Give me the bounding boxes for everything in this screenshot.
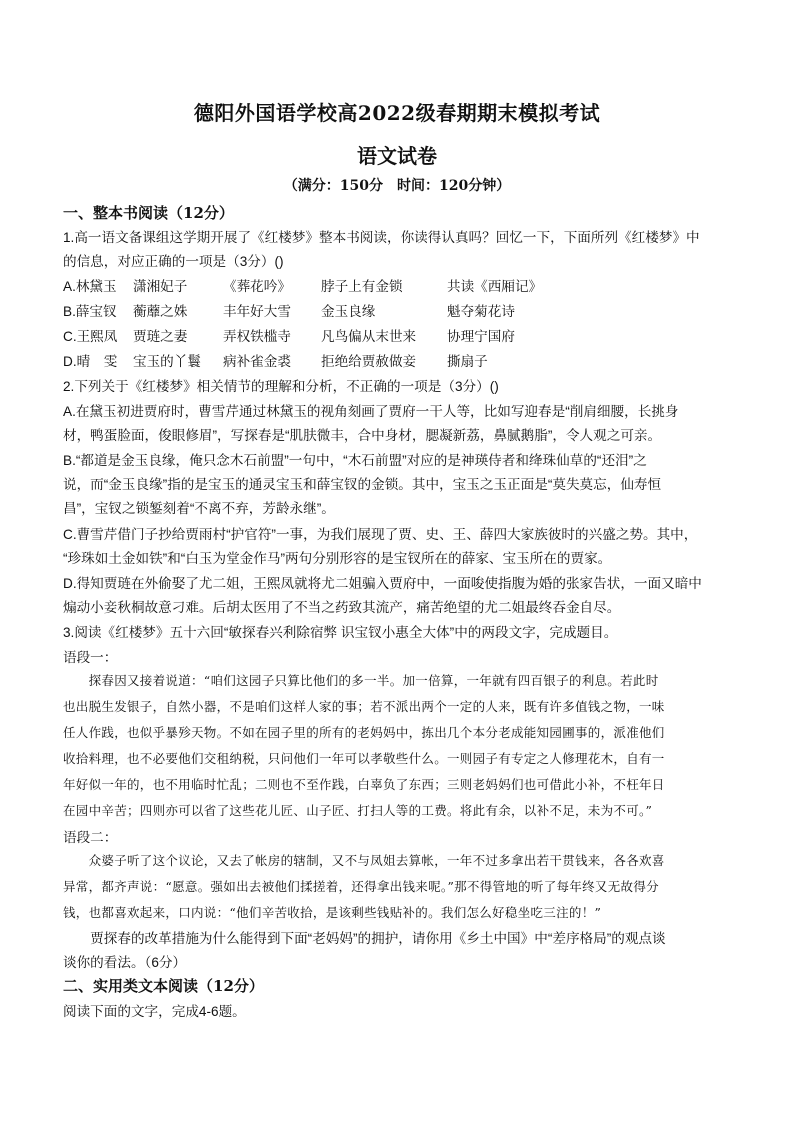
- q1-option-a: [63, 275, 577, 295]
- q1-option-d: [63, 350, 577, 370]
- exam-title: 德阳外国语学校高2022级春期期末模拟考试: [193, 101, 601, 125]
- option-cell: 共读《西厢记》: [447, 279, 543, 294]
- passage1-line: 年好似一年的，也不用临时忙乱；二则也不至作践，白辜负了东西；三则老妈妈们也可借此小补，不枉年日: [63, 777, 665, 792]
- option-cell: 病补雀金裘: [223, 354, 291, 369]
- option-cell: 贾琏之妻: [133, 329, 188, 344]
- q3-question-line1: 贾探春的改革措施为什么能得到下面“老妈妈”的拥护，请你用《乡土中国》中“差序格局”的观点谈: [63, 931, 666, 946]
- q2-option-d-line1: D.得知贾琏在外偷娶了尤二姐，王熙凤就将尤二姐骗入贾府中，一面唆使指腹为婚的张家告状，一面又暗中: [63, 576, 702, 591]
- option-cell: 脖子上有金锁: [321, 279, 403, 294]
- passage2-line: 众婆子听了这个议论，又去了帐房的辖制，又不与凤姐去算帐，一年不过多拿出若干贯钱来，各各欢喜: [63, 853, 665, 868]
- option-cell: 宝玉的丫鬟: [133, 354, 201, 369]
- option-cell: 弄权铁槛寺: [223, 329, 291, 344]
- passage1-line: 任人作践，也似乎暴殄天物。不如在园子里的所有的老妈妈中，拣出几个本分老成能知园圃事的，派准他们: [63, 725, 665, 740]
- option-cell: 金玉良缘: [321, 304, 376, 319]
- section2-heading: 二、实用类文本阅读（12分）: [63, 977, 264, 995]
- option-cell: 潇湘妃子: [133, 279, 188, 294]
- passage2-line: 钱，也都喜欢起来，口内说：“他们辛苦收拾，是该剩些钱贴补的。我们怎么好稳坐吃三注的！”: [63, 905, 602, 920]
- section2-intro: 阅读下面的文字，完成4-6题。: [63, 1004, 246, 1019]
- passage1-line: 也出脱生发银子，自然小器，不是咱们这样人家的事；若不派出两个一定的人来，既有许多值钱之物，一味: [63, 699, 665, 714]
- option-cell: 丰年好大雪: [223, 304, 291, 319]
- passage1-line: 在园中辛苦；四则亦可以省了这些花儿匠、山子匠、打扫人等的工费。将此有余，以补不足，未为不可。”: [63, 803, 653, 818]
- q1-stem-line2: 的信息，对应正确的一项是（3分）(): [63, 254, 284, 269]
- option-cell: A.林黛玉: [63, 279, 117, 294]
- q3-question-line2: 谈你的看法。（6分）: [63, 955, 187, 970]
- q2-option-b-line1: B.“都道是金玉良缘，俺只念木石前盟”一句中，“木石前盟”对应的是神瑛侍者和绛珠仙草的“还泪”之: [63, 453, 647, 468]
- q1-option-b: [63, 300, 577, 320]
- option-cell: B.薛宝钗: [63, 304, 117, 319]
- exam-meta: （满分：150分 时间：120分钟）: [283, 178, 511, 194]
- option-cell: C.王熙凤: [63, 329, 118, 344]
- section1-heading: 一、整本书阅读（12分）: [63, 204, 234, 222]
- option-cell: 撕扇子: [447, 354, 488, 369]
- q1-option-c: [63, 325, 577, 345]
- passage1-line: 收拾料理，也不必要他们交租纳税，只问他们一年可以孝敬些什么。一则园子有专定之人修理花木，自有一: [63, 751, 665, 766]
- q1-stem-line1: 1.高一语文备课组这学期开展了《红楼梦》整本书阅读，你读得认真吗？回忆一下，下面所列《红楼梦》中: [63, 230, 700, 245]
- q2-option-c-line1: C.曹雪芹借门子抄给贾雨村“护官符”一事，为我们展现了贾、史、王、薛四大家族彼时的兴盛之势。其中，: [63, 527, 698, 542]
- option-cell: 凡鸟偏从末世来: [321, 329, 417, 344]
- passage2-line: 异常，都齐声说：“愿意。强如出去被他们揉搓着，还得拿出钱来呢。”那不得管地的听了每年终又无故得分: [63, 879, 659, 894]
- passage1-line: 探春因又接着说道：“咱们这园子只算比他们的多一半。加一倍算，一年就有四百银子的利息。若此时: [63, 673, 659, 688]
- q2-option-a-line1: A.在黛玉初进贾府时，曹雪芹通过林黛玉的视角刻画了贾府一干人等，比如写迎春是“削肩细腰，长挑身: [63, 404, 679, 419]
- q3-stem: 3.阅读《红楼梦》五十六回“敏探春兴利除宿弊 识宝钗小惠全大体”中的两段文字，完成题目。: [63, 625, 618, 640]
- q2-option-d-line2: 煽动小妾秋桐故意刁难。后胡太医用了不当之药致其流产，痛苦绝望的尤二姐最终吞金自尽。: [63, 600, 621, 615]
- exam-subtitle: 语文试卷: [357, 144, 437, 168]
- option-cell: 魁夺菊花诗: [447, 304, 515, 319]
- option-cell: 《葬花吟》: [223, 279, 291, 294]
- option-cell: 拒绝给贾赦做妾: [321, 354, 417, 369]
- q2-option-b-line2: 说，而“金玉良缘”指的是宝玉的通灵宝玉和薛宝钗的金锁。其中，宝玉之玉正面是“莫失莫忘，仙寿恒: [63, 477, 662, 492]
- q2-option-b-line3: 昌”，宝钗之锁錾刻着“不离不弃，芳龄永继”。: [63, 501, 335, 516]
- option-cell: 协理宁国府: [447, 329, 515, 344]
- option-cell: D.晴 雯: [63, 354, 118, 369]
- q2-option-c-line2: “珍珠如土金如铁”和“白玉为堂金作马”两句分别形容的是宝钗所在的薛家、宝玉所在的贾家。: [63, 551, 612, 566]
- passage1-label: 语段一：: [63, 650, 118, 665]
- q2-stem: 2.下列关于《红楼梦》相关情节的理解和分析，不正确的一项是（3分）(): [63, 379, 499, 394]
- q2-option-a-line2: 材，鸭蛋脸面，俊眼修眉”，写探春是“肌肤微丰，合中身材，腮凝新荔，鼻腻鹅脂”，令人观之可亲。: [63, 428, 662, 443]
- option-cell: 蘅蘼之姝: [133, 304, 188, 319]
- passage2-label: 语段二：: [63, 830, 118, 845]
